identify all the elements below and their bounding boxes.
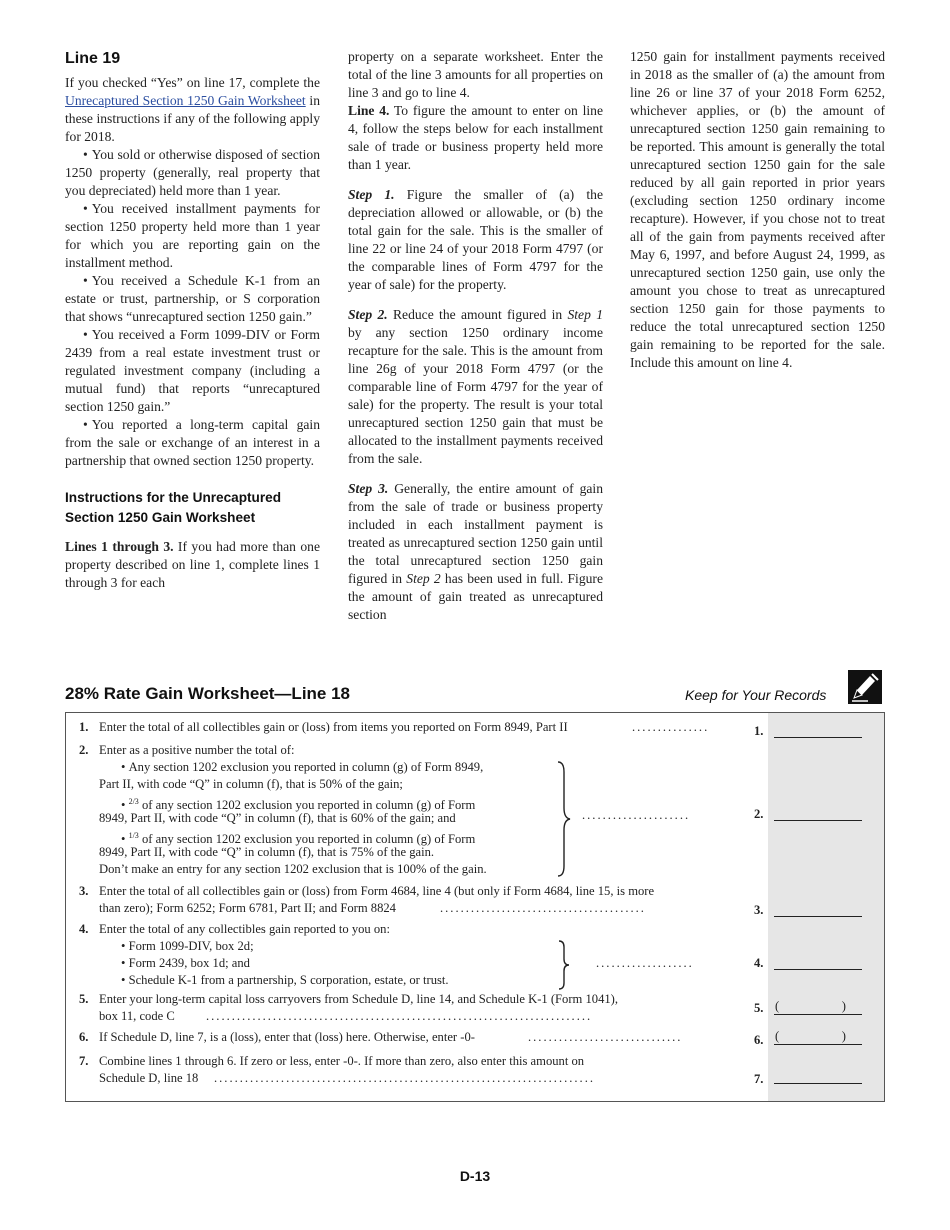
column-2 xyxy=(348,48,603,624)
bullet-text: You received a Form 1099-DIV or Form 2439 from a real estate investment trust or regulated investment company (including a mutual fund) that reports “unrecaptured section 1250 gain.” xyxy=(65,327,320,414)
line-number: 7. xyxy=(79,1054,89,1068)
worksheet-instructions-heading: Instructions for the Unrecaptured Section 1250 Gain Worksheet xyxy=(65,490,282,525)
entry-label: 2. xyxy=(754,807,764,821)
lines-1-3-label: Lines 1 through 3. xyxy=(65,539,174,554)
line-number: 3. xyxy=(79,884,89,898)
line-text: Enter the total of all collectibles gain or (loss) from Form 4684, line 4 (but only if Form 4684, line 15, is more xyxy=(99,884,655,898)
line-4-entry[interactable] xyxy=(774,957,862,970)
step2-text-a: Reduce the amount figured in xyxy=(387,307,568,322)
worksheet-title: 28% Rate Gain Worksheet—Line 18 xyxy=(65,684,351,703)
lines-1-3-paragraph xyxy=(65,538,320,592)
worksheet-line-7 xyxy=(66,1053,884,1089)
leader-dots: ............... xyxy=(632,720,710,734)
line-4-bullet-2 xyxy=(121,955,250,972)
line-text-cont: box 11, code C xyxy=(99,1009,175,1023)
open-paren: ( xyxy=(775,999,780,1013)
step1-paragraph xyxy=(348,186,603,294)
bullet-item xyxy=(65,326,320,416)
line-text-cont: than zero); Form 6252; Form 6781, Part II; and Form 8824 xyxy=(99,901,396,915)
column-3 xyxy=(630,48,885,372)
step3-text-b: has been used in full. Figure the amount of gain treated as unrecaptured section xyxy=(348,571,603,622)
worksheet-line-4 xyxy=(66,921,884,993)
bullet-text-cont: 8949, Part II, with code “Q” in column (f), that is 75% of the gain. xyxy=(99,845,435,859)
bullet-text: of any section 1202 exclusion you reported in column (g) of Form xyxy=(138,798,476,813)
line-3-entry[interactable] xyxy=(774,904,862,917)
entry-label: 7. xyxy=(754,1072,764,1086)
bullet-item xyxy=(65,146,320,200)
step2-text-b: by any section 1250 ordinary income recapture for the sale. This is the amount from line 26g of your 2018 Form 4797 (or the comparable line of Form 4797 for the year of sale) for the property. The result is your total unrecaptured section 1250 gain that must be allocated to the installment payments received from the sale. xyxy=(348,325,603,466)
line-6-entry[interactable] xyxy=(774,1030,862,1045)
line-number: 2. xyxy=(79,743,89,757)
line-4-bullet-3 xyxy=(121,972,449,989)
entry-label: 3. xyxy=(754,903,764,917)
leader-dots: .......................................................................... xyxy=(214,1071,595,1085)
line-text: Enter the total of any collectibles gain reported to you on: xyxy=(99,922,390,936)
entry-label: 4. xyxy=(754,956,764,970)
bullet-icon: • xyxy=(83,147,88,162)
step2-paragraph xyxy=(348,306,603,468)
leader-dots: .............................. xyxy=(528,1030,683,1044)
pencil-icon xyxy=(848,670,882,704)
close-paren: ) xyxy=(841,999,846,1013)
line4-text: To figure the amount to enter on line 4, follow the steps below for each installment sale of trade or business property held more than 1 year. xyxy=(348,103,604,172)
line-1-entry[interactable] xyxy=(774,725,862,738)
line-number: 6. xyxy=(79,1030,89,1044)
bullet-icon: • xyxy=(121,798,129,813)
line-4-bullet-1 xyxy=(121,938,254,955)
bullet-icon: • xyxy=(121,956,129,970)
bullet-icon: • xyxy=(121,832,129,847)
line-2-note: Don’t make an entry for any section 1202 exclusion that is 100% of the gain. xyxy=(99,862,487,876)
bullet-item xyxy=(65,200,320,272)
bullet-icon: • xyxy=(83,327,88,342)
line19-heading: Line 19 xyxy=(65,50,121,67)
entry-label: 1. xyxy=(754,724,764,738)
line-text-cont: Schedule D, line 18 xyxy=(99,1071,199,1085)
line-2-bullet-1 xyxy=(121,759,483,776)
bullet-text: Schedule K-1 from a partnership, S corporation, estate, or trust. xyxy=(128,973,449,987)
bullet-text: Any section 1202 exclusion you reported in column (g) of Form 8949, xyxy=(128,760,484,774)
line-number: 1. xyxy=(79,720,89,734)
leader-dots: ........................................................................... xyxy=(206,1009,593,1023)
line-text: If Schedule D, line 7, is a (loss), enter that (loss) here. Otherwise, enter -0- xyxy=(99,1030,475,1044)
bullet-icon: • xyxy=(121,760,129,774)
close-paren: ) xyxy=(841,1029,846,1043)
bullet-text: of any section 1202 exclusion you reported in column (g) of Form xyxy=(138,832,476,847)
line4-label: Line 4. xyxy=(348,103,390,118)
line-5-entry[interactable] xyxy=(774,1000,862,1015)
lines-1-3-text: If you had more than one property described on line 1, complete lines 1 through 3 for each xyxy=(65,539,320,590)
worksheet-line-1 xyxy=(66,719,884,739)
line-2-entry[interactable] xyxy=(774,808,862,821)
worksheet-line-3 xyxy=(66,883,884,919)
step3-label: Step 3. xyxy=(348,481,389,496)
intro-text-b: in these instructions if any of the following apply for 2018. xyxy=(65,93,320,144)
step1-text: Figure the smaller of (a) the depreciation allowed or allowable, or (b) the total gain for the sale. This is the smaller of line 22 or line 24 of your 2018 Form 4797 (or the comparable lines of Form 4797 for the year of sale) for the property. xyxy=(348,187,603,292)
bullet-item xyxy=(65,272,320,326)
bullet-icon: • xyxy=(121,973,129,987)
worksheet-line-6 xyxy=(66,1029,884,1049)
column-1 xyxy=(65,48,320,592)
worksheet-line-5 xyxy=(66,991,884,1027)
bullet-text-cont: 8949, Part II, with code “Q” in column (f), that is 60% of the gain; and xyxy=(99,811,456,825)
right-brace-icon xyxy=(556,939,572,991)
col2-paragraph-1: property on a separate worksheet. Enter the total of the line 3 amounts for all properties on line 3 and go to line 4. xyxy=(348,49,603,100)
bullet-text: You received a Schedule K-1 from an estate or trust, partnership, or S corporation that shows “unrecaptured section 1250 gain.” xyxy=(65,273,320,324)
line-text: Combine lines 1 through 6. If zero or less, enter -0-. If more than zero, also enter this amount on xyxy=(99,1054,585,1068)
bullet-text: You received installment payments for section 1250 property held more than 1 year for which you are reporting gain on the installment method. xyxy=(65,201,320,270)
bullet-icon: • xyxy=(83,417,88,432)
step2-ref: Step 1 xyxy=(567,307,603,322)
bullet-text: You sold or otherwise disposed of section 1250 property (generally, real property that you depreciated) held more than 1 year. xyxy=(65,147,320,198)
leader-dots: ................... xyxy=(596,956,694,970)
step3-text-a: Generally, the entire amount of gain from the sale of trade or business property included in each installment payment is treated as unrecaptured section 1250 gain until the total unrecaptured section 1250 gain figured in xyxy=(348,481,603,586)
line-number: 4. xyxy=(79,922,89,936)
bullet-icon: • xyxy=(121,939,129,953)
bullet-text-cont: Part II, with code “Q” in column (f), that is 50% of the gain; xyxy=(99,777,403,791)
step3-paragraph xyxy=(348,480,603,624)
fraction: 2/3 xyxy=(128,797,139,806)
line4-paragraph xyxy=(348,102,603,174)
right-brace-icon xyxy=(554,760,574,878)
fraction: 1/3 xyxy=(128,831,139,840)
step2-label: Step 2. xyxy=(348,307,388,322)
leader-dots: ..................... xyxy=(582,808,691,822)
col3-paragraph: 1250 gain for installment payments received in 2018 as the smaller of (a) the amount from line 26 or line 37 of your 2018 Form 6252, whichever applies, or (b) the amount of unrecaptured section 1250 gain remaining to be reported. This amount is generally the total unrecaptured section 1250 gain for the sale reduced by all gain reported in prior years (excluding section 1250 ordinary income recapture). However, if you chose not to treat all of the gain from payments received after May 6, 1997, and before August 24, 1999, as unrecaptured section 1250 gain, use only the amount you chose to treat as unrecaptured section 1250 gain for those payments to reduce the total unrecaptured section 1250 gain remaining to be reported for the sale. Include this amount on line 4. xyxy=(630,49,885,370)
entry-label: 5. xyxy=(754,1001,764,1015)
worksheet-line-2 xyxy=(66,742,884,882)
line-text: Enter as a positive number the total of: xyxy=(99,743,295,757)
bullet-text: Form 2439, box 1d; and xyxy=(128,956,250,970)
leader-dots: ........................................ xyxy=(440,901,646,915)
line-text: Enter your long-term capital loss carryovers from Schedule D, line 14, and Schedule K-1 (Form 1041), xyxy=(99,992,619,1006)
step1-label: Step 1. xyxy=(348,187,395,202)
line-text: Enter the total of all collectibles gain or (loss) from items you reported on Form 8949, Part II xyxy=(99,720,568,734)
bullet-item xyxy=(65,416,320,470)
page-number: D-13 xyxy=(459,1168,491,1184)
bullet-icon: • xyxy=(83,273,88,288)
bullet-text: You reported a long-term capital gain from the sale or exchange of an interest in a partnership that owned section 1250 property. xyxy=(65,417,320,468)
worksheet-box xyxy=(65,712,885,1102)
bullet-icon: • xyxy=(83,201,88,216)
open-paren: ( xyxy=(775,1029,780,1043)
bullet-text: Form 1099-DIV, box 2d; xyxy=(128,939,254,953)
line-number: 5. xyxy=(79,992,89,1006)
keep-records-label: Keep for Your Records xyxy=(685,687,827,703)
line19-intro xyxy=(65,74,320,146)
step3-ref: Step 2 xyxy=(406,571,441,586)
intro-text-a: If you checked “Yes” on line 17, complete the xyxy=(65,75,320,90)
line-7-entry[interactable] xyxy=(774,1071,862,1084)
entry-label: 6. xyxy=(754,1033,764,1047)
worksheet-link[interactable]: Unrecaptured Section 1250 Gain Worksheet xyxy=(65,93,306,108)
